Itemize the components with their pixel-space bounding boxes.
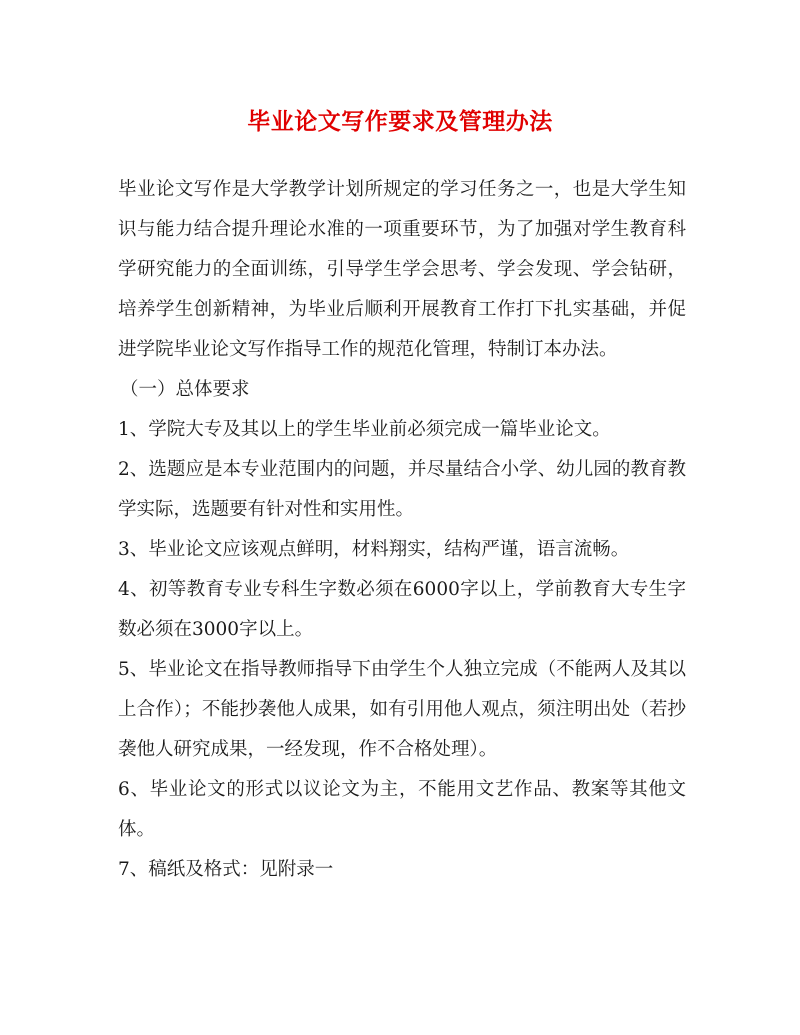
list-item-1: 1、学院大专及其以上的学生毕业前必须完成一篇毕业论文。 bbox=[118, 419, 611, 440]
list-item-3: 3、毕业论文应该观点鲜明，材料翔实，结构严谨，语言流畅。 bbox=[118, 539, 630, 560]
list-item-2: 2、选题应是本专业范围内的问题，并尽量结合小学、幼儿园的教育教学实际，选题要有针对性和实用性。 bbox=[118, 459, 686, 520]
list-item-7: 7、稿纸及格式：见附录一 bbox=[118, 859, 334, 880]
list-item-6: 6、毕业论文的形式以议论文为主，不能用文艺作品、教案等其他文体。 bbox=[118, 779, 686, 840]
list-item-4: 4、初等教育专业专科生字数必须在6000字以上，学前教育大专生字数必须在3000字以上。 bbox=[118, 579, 686, 640]
document-body bbox=[118, 170, 686, 890]
section-heading: （一）总体要求 bbox=[120, 379, 250, 400]
intro-paragraph: 毕业论文写作是大学教学计划所规定的学习任务之一，也是大学生知识与能力结合提升理论水准的一项重要环节，为了加强对学生教育科学研究能力的全面训练，引导学生学会思考、学会发现、学会钻研，培养学生创新精神，为毕业后顺利开展教育工作打下扎实基础，并促进学院毕业论文写作指导工作的规范化管理，特制订本办法。 bbox=[118, 179, 686, 360]
list-item-5: 5、毕业论文在指导教师指导下由学生个人独立完成（不能两人及其以上合作）；不能抄袭他人成果，如有引用他人观点，须注明出处（若抄袭他人研究成果，一经发现，作不合格处理）。 bbox=[118, 659, 686, 760]
document-title: 毕业论文写作要求及管理办法 bbox=[247, 108, 553, 135]
